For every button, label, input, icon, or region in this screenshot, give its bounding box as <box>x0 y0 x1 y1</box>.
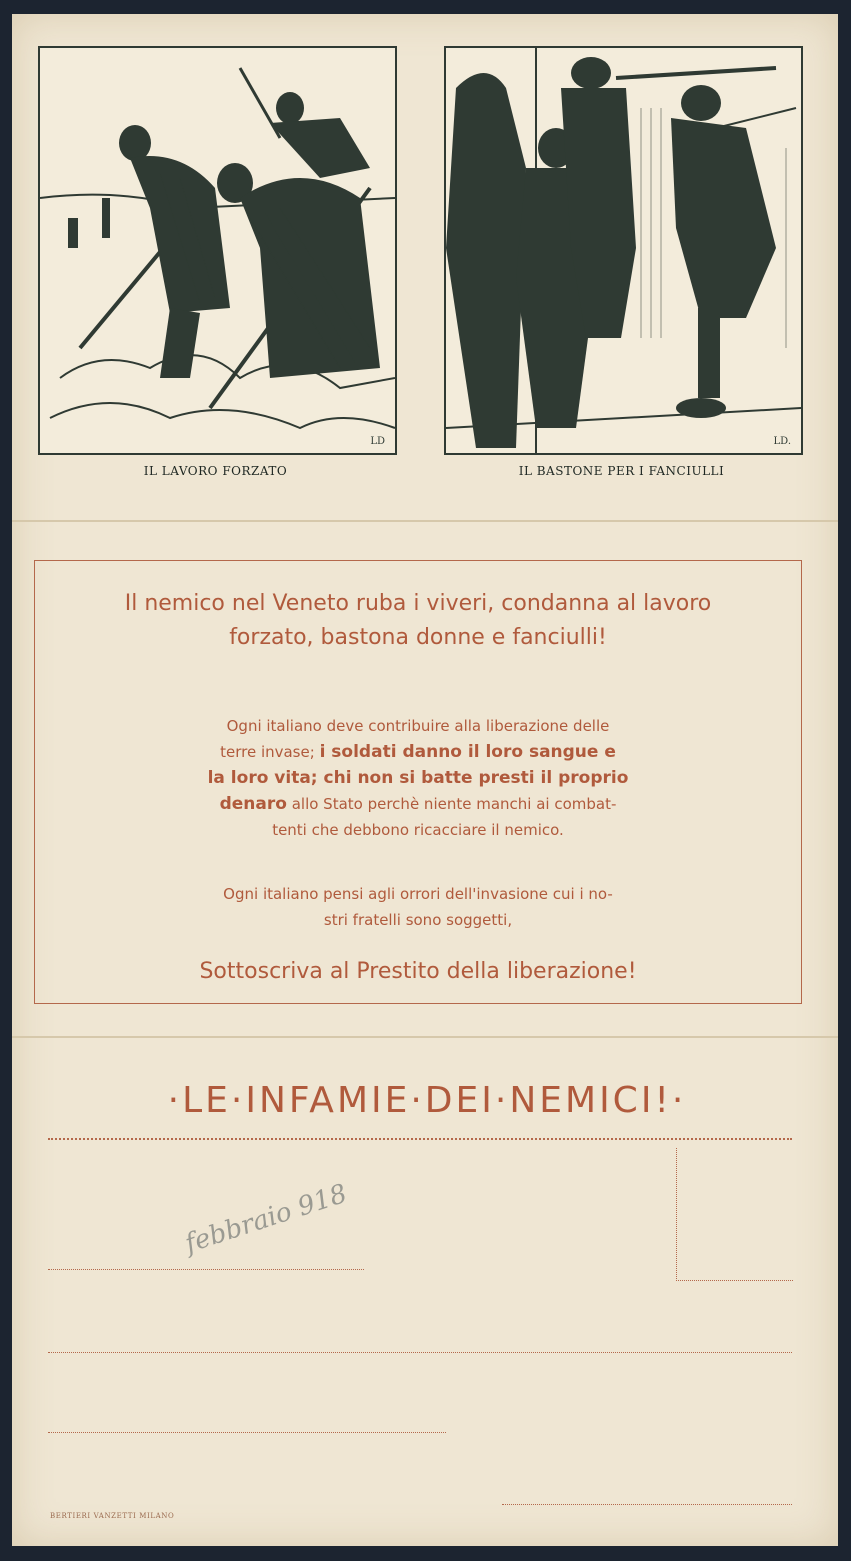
para1-line-1: Ogni italiano deve contribuire alla liberazione delle <box>226 717 610 735</box>
para2-line-1: Ogni italiano pensi agli orrori dell'invasione cui i no- <box>223 885 613 903</box>
forced-labor-drawing <box>40 48 395 453</box>
address-line-1 <box>48 1269 364 1270</box>
closing-line: Sottoscriva al Prestito della liberazione! <box>199 959 637 984</box>
para1-line-2-plain: terre invase; <box>220 743 320 761</box>
stamp-area <box>676 1148 793 1281</box>
para1-line-3 <box>35 765 801 791</box>
illustration-stick-children <box>444 46 803 455</box>
signature-right: LD. <box>773 436 791 447</box>
stick-children-drawing <box>446 48 801 453</box>
postcard <box>12 14 838 1546</box>
para1-line-4-plain: allo Stato perchè niente manchi ai combat- <box>286 795 617 813</box>
printer-credit: BERTIERI VANZETTI MILANO <box>50 1512 175 1520</box>
fold-line-bottom <box>12 1036 838 1038</box>
headline-line-2: forzato, bastona donne e fanciulli! <box>229 625 607 650</box>
para1-line-4 <box>35 791 801 817</box>
para1-line-3-bold: la loro vita; chi non si batte presti il proprio <box>207 768 629 788</box>
signature-left: LD <box>370 436 385 447</box>
headline-line-1: Il nemico nel Veneto ruba i viveri, condanna al lavoro <box>124 591 712 616</box>
fold-line-top <box>12 520 838 522</box>
address-line-2 <box>48 1352 792 1353</box>
handwritten-date: febbraio 918 <box>181 1178 351 1260</box>
para1-line-2-bold: i soldati danno il loro sangue e <box>319 742 616 762</box>
message-box <box>34 560 802 1004</box>
title-underline <box>48 1138 792 1140</box>
postcard-title: ·LE·INFAMIE·DEI·NEMICI!· <box>167 1080 687 1121</box>
para1-line-2 <box>35 739 801 765</box>
illustration-forced-labor <box>38 46 397 455</box>
para1-line-4-bold: denaro <box>219 794 287 814</box>
address-line-3 <box>48 1432 446 1433</box>
para1-line-5: tenti che debbono ricacciare il nemico. <box>272 821 564 839</box>
address-line-4 <box>502 1504 792 1505</box>
caption-stick-children: IL BASTONE PER I FANCIULLI <box>518 464 725 478</box>
caption-forced-labor: IL LAVORO FORZATO <box>143 464 288 478</box>
para2-line-2: stri fratelli sono soggetti, <box>323 911 513 929</box>
